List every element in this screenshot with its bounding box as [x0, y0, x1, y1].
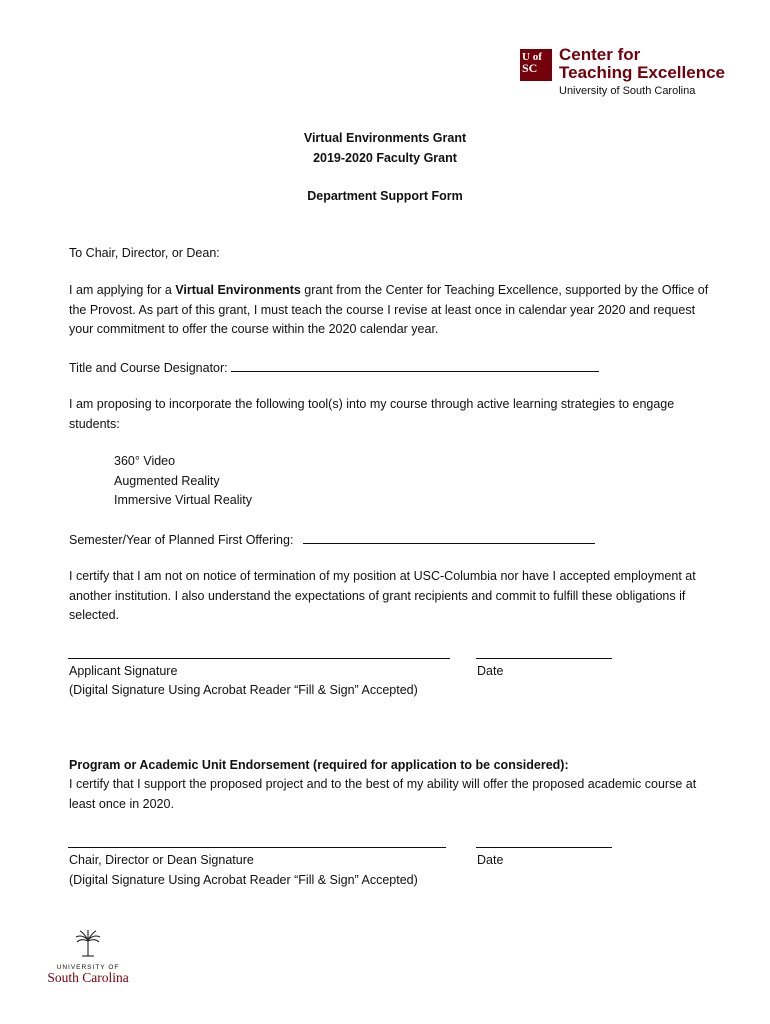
endorsement-heading: Program or Academic Unit Endorsement (required for application to be considered):	[69, 758, 569, 772]
form-title: Department Support Form	[307, 189, 463, 203]
dean-signature-line[interactable]	[68, 847, 446, 848]
applicant-signature-label: Applicant Signature	[69, 664, 178, 678]
tool-item: Augmented Reality	[114, 474, 220, 488]
palmetto-icon	[73, 930, 103, 958]
certify-paragraph: I certify that I am not on notice of termination of my position at USC-Columbia nor have I accepted employment at another institution. I also understand the expectations of grant recipients and commit to fulfill these obligations if selected.	[69, 569, 696, 622]
applicant-signature-line[interactable]	[68, 658, 450, 659]
dean-date-label: Date	[477, 853, 504, 867]
dean-signature-label: Chair, Director or Dean Signature	[69, 853, 254, 867]
applicant-date-line[interactable]	[476, 658, 612, 659]
grant-year: 2019-2020 Faculty Grant	[313, 151, 457, 165]
applicant-signature-note: (Digital Signature Using Acrobat Reader “Fill & Sign” Accepted)	[69, 683, 418, 697]
usc-small-text: UNIVERSITY OF	[56, 964, 120, 971]
usc-mark-icon: U of SC	[520, 49, 552, 81]
cte-logo	[520, 46, 725, 98]
cte-name-line2: Teaching Excellence	[559, 63, 725, 82]
semester-field[interactable]	[303, 529, 595, 544]
course-designator-field[interactable]	[231, 357, 599, 372]
course-designator-label: Title and Course Designator:	[69, 361, 228, 375]
dean-signature-note: (Digital Signature Using Acrobat Reader “Fill & Sign” Accepted)	[69, 873, 418, 887]
intro-paragraph: I am applying for a Virtual Environments grant from the Center for Teaching Excellence, supported by the Office of the Provost. As part of this grant, I must teach the course I revise at least once in calendar year 2020 and request your commitment to offer the course within the 2020 calendar year.	[69, 283, 709, 336]
endorsement-text: I certify that I support the proposed project and to the best of my ability will offer the proposed academic course at least once in 2020.	[69, 777, 697, 811]
cte-name-line1: Center for	[559, 45, 641, 64]
usc-big-text: South Carolina	[47, 970, 129, 985]
applicant-date-label: Date	[477, 664, 504, 678]
semester-row	[69, 529, 709, 551]
course-designator-row	[69, 357, 709, 379]
salutation: To Chair, Director, or Dean:	[69, 246, 220, 260]
grant-title: Virtual Environments Grant	[303, 131, 467, 145]
usc-footer-logo	[38, 930, 138, 985]
dean-date-line[interactable]	[476, 847, 612, 848]
tool-item: 360° Video	[114, 454, 176, 468]
tool-item: Immersive Virtual Reality	[114, 493, 253, 507]
tools-intro: I am proposing to incorporate the following tool(s) into my course through active learning strategies to engage students:	[69, 397, 675, 431]
cte-subtitle: University of South Carolina	[559, 85, 696, 97]
semester-label: Semester/Year of Planned First Offering:	[69, 533, 294, 547]
